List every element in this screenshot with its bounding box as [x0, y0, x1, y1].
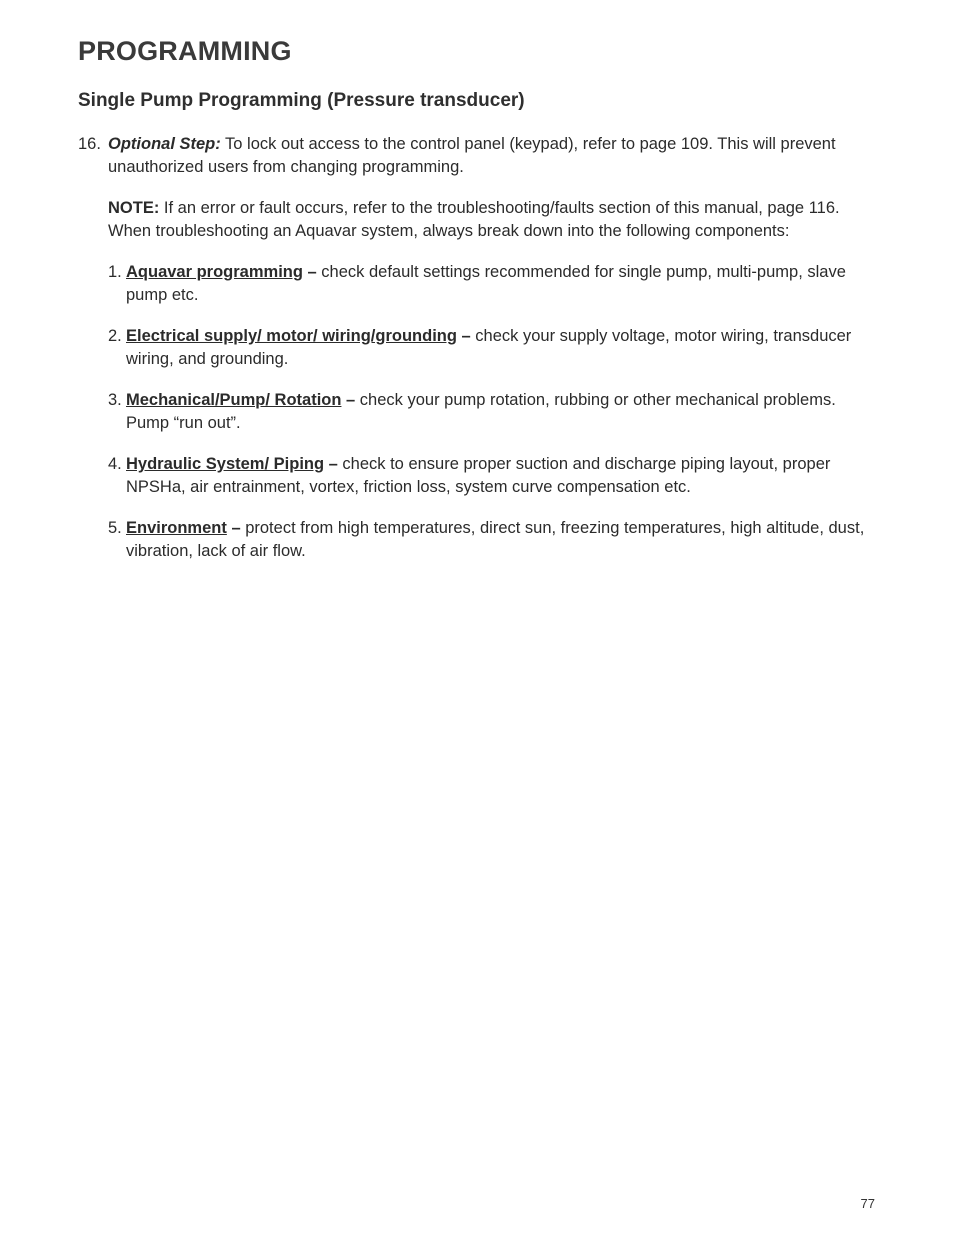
components-list	[108, 261, 878, 563]
list-item-body	[126, 325, 878, 371]
step-body	[108, 133, 878, 179]
list-item-text: protect from high temperatures, direct sun, freezing temperatures, high altitude, dust, vibration, lack of air flow.	[126, 519, 865, 560]
note-paragraph	[108, 197, 878, 243]
list-item-term: Hydraulic System/ Piping	[126, 455, 325, 473]
list-item-number: 2.	[108, 327, 122, 345]
list-item-dash: –	[302, 263, 317, 281]
step-text: To lock out access to the control panel (keypad), refer to page 109. This will prevent unauthorized users from changing programming.	[108, 135, 836, 176]
list-item	[108, 389, 878, 435]
page-number: 77	[860, 1196, 875, 1211]
list-item-number: 1.	[108, 263, 122, 281]
list-item-dash: –	[456, 327, 471, 345]
list-item-term: Environment	[126, 519, 227, 537]
list-item-text: check your pump rotation, rubbing or other mechanical problems. Pump “run out”.	[126, 391, 836, 432]
list-item-term: Aquavar programming	[126, 263, 303, 281]
page-title: PROGRAMMING	[78, 36, 292, 66]
list-item-text: check to ensure proper suction and discharge piping layout, proper NPSHa, air entrainment, vortex, friction loss, system curve compensation etc.	[126, 455, 831, 496]
note-text: If an error or fault occurs, refer to the troubleshooting/faults section of this manual, page 116. When troubleshooting an Aquavar system, always break down into the following components:	[108, 199, 840, 240]
list-item-body	[126, 453, 878, 499]
list-item-text: check your supply voltage, motor wiring, transducer wiring, and grounding.	[126, 327, 852, 368]
list-item-number: 5.	[108, 519, 122, 537]
list-item-dash: –	[324, 455, 338, 473]
list-item	[108, 517, 878, 563]
list-item-term: Electrical supply/ motor/ wiring/grounding	[126, 327, 457, 345]
list-item-number: 4.	[108, 455, 122, 473]
list-item-text: check default settings recommended for single pump, multi-pump, slave pump etc.	[126, 263, 846, 304]
step-16	[78, 133, 878, 581]
list-item-number: 3.	[108, 391, 122, 409]
list-item-body	[126, 517, 878, 563]
step-label: Optional Step:	[108, 135, 221, 153]
list-item	[108, 325, 878, 371]
step-row	[78, 133, 878, 179]
list-item-term: Mechanical/Pump/ Rotation	[126, 391, 342, 409]
section-title: Single Pump Programming (Pressure transducer)	[78, 90, 525, 111]
list-item	[108, 453, 878, 499]
list-item-body	[126, 261, 878, 307]
list-item-body	[126, 389, 878, 435]
list-item-dash: –	[226, 519, 241, 537]
list-item	[108, 261, 878, 307]
list-item-dash: –	[341, 391, 356, 409]
note-label: NOTE:	[108, 199, 160, 217]
step-number: 16.	[78, 135, 101, 153]
